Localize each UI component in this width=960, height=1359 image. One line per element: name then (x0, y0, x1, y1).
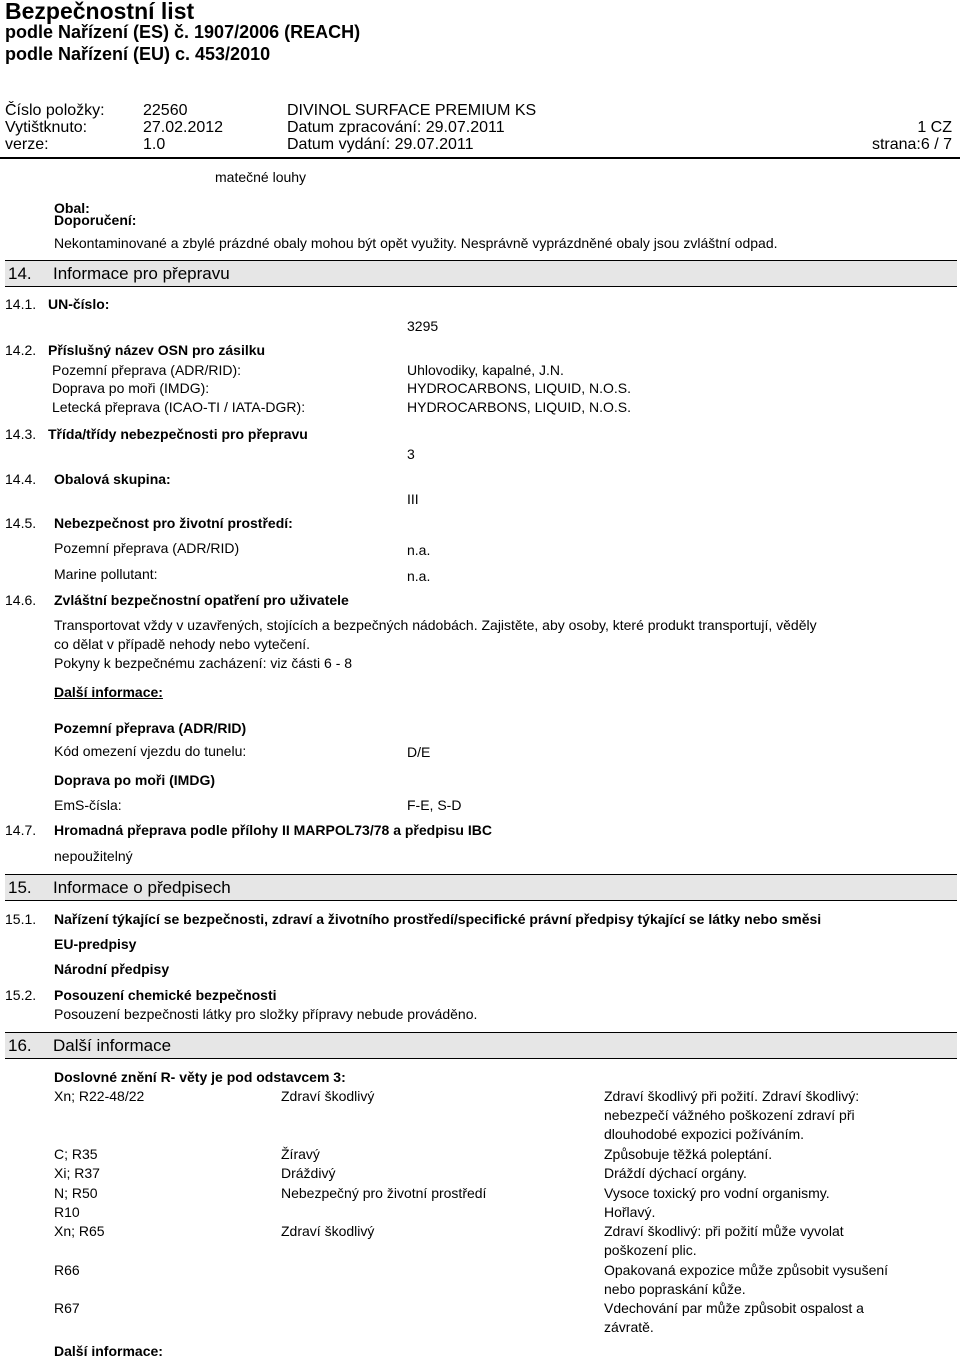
section-title: Informace o předpisech (53, 878, 231, 897)
r-phrase-text: Zdraví škodlivý při požití. Zdraví škodlivý: (604, 1088, 860, 1104)
r-phrase-text: nebezpečí vážného poškození zdraví při (604, 1107, 855, 1123)
hazard-class-value: 3 (407, 446, 415, 462)
subsection-number: 14.2. (5, 342, 37, 358)
country-code: 1 CZ (917, 119, 952, 136)
national-regulations-label: Národní předpisy (54, 961, 170, 977)
ems-label: EmS-čísla: (54, 797, 122, 813)
handling-reference: Pokyny k bezpečnému zacházení: viz části 6 - 8 (54, 655, 353, 671)
chemical-safety-text: Posouzení bezpečnosti látky pro složky přípravy nebude prováděno. (54, 1006, 478, 1022)
environmental-hazard-label: Nebezpečnost pro životní prostředí: (54, 515, 293, 531)
env-road-value: n.a. (407, 542, 431, 558)
subsection-number: 14.4. (5, 471, 37, 487)
subsection-number: 15.1. (5, 911, 37, 927)
subsection-number: 14.1. (5, 296, 37, 312)
eu-regulations-label: EU-predpisy (54, 936, 137, 952)
r-phrase-text: poškození plic. (604, 1242, 697, 1258)
tunnel-code-label: Kód omezení vjezdu do tunelu: (54, 743, 247, 759)
shipping-name-label: Příslušný název OSN pro zásilku (48, 342, 266, 358)
sea-transport-value: HYDROCARBONS, LIQUID, N.O.S. (407, 380, 632, 396)
r-phrase-hazard-name: Žíravý (281, 1146, 320, 1162)
section-number: 14. (8, 264, 32, 283)
printed-label: Vytištknuto: (5, 119, 88, 136)
r-phrase-code: Xn; R22-48/22 (54, 1088, 145, 1104)
r-phrase-hazard-name: Zdraví škodlivý (281, 1223, 375, 1239)
ems-value: F-E, S-D (407, 797, 462, 813)
issue-date: Datum vydání: 29.07.2011 (287, 136, 474, 153)
section-title: Informace pro přepravu (53, 264, 230, 283)
more-info-label: Další informace: (54, 1343, 163, 1359)
subsection-number: 14.7. (5, 822, 37, 838)
env-road-label: Pozemní přeprava (ADR/RID) (54, 540, 240, 556)
r-phrase-text: závratě. (604, 1319, 654, 1335)
r-phrase-code: R10 (54, 1204, 80, 1220)
subsection-number: 14.5. (5, 515, 37, 531)
r-phrase-text: Zdraví škodlivý: při požití může vyvolat (604, 1223, 844, 1239)
printed-value: 27.02.2012 (143, 119, 224, 136)
un-number-value: 3295 (407, 318, 439, 334)
sea-transport-label: Doprava po moři (IMDG): (52, 380, 210, 396)
document-title: Bezpečnostní list (5, 0, 195, 24)
chemical-safety-label: Posouzení chemické bezpečnosti (54, 987, 277, 1003)
air-transport-value: HYDROCARBONS, LIQUID, N.O.S. (407, 399, 632, 415)
subsection-number: 15.2. (5, 987, 37, 1003)
header-divider (0, 157, 960, 159)
r-phrase-text: nebo popraskání kůže. (604, 1281, 746, 1297)
road-transport-value: Uhlovodiky, kapalné, J.N. (407, 362, 564, 378)
version-label: verze: (5, 136, 49, 153)
r-phrase-code: R66 (54, 1262, 80, 1278)
r-phrase-code: Xi; R37 (54, 1165, 100, 1181)
section-title: Další informace (53, 1036, 172, 1055)
r-phrase-text: Hořlavý. (604, 1204, 656, 1220)
regulation-line-2: podle Nařízení (EU) c. 453/2010 (5, 44, 271, 64)
road-transport-label: Pozemní přeprava (ADR/RID): (52, 362, 242, 378)
r-phrase-code: N; R50 (54, 1185, 98, 1201)
air-transport-label: Letecká přeprava (ICAO-TI / IATA-DGR): (52, 399, 306, 415)
r-phrase-code: C; R35 (54, 1146, 98, 1162)
further-info-title: Další informace: (54, 684, 163, 700)
item-number-label: Číslo položky: (5, 102, 105, 119)
section-number: 16. (8, 1036, 32, 1055)
continued-text: matečné louhy (215, 169, 307, 185)
r-phrase-text: dlouhodobé expozici požíváním. (604, 1126, 805, 1142)
item-number-value: 22560 (143, 102, 188, 119)
special-precautions-text: co dělat v případě nehody nebo vytečení. (54, 636, 311, 652)
version-value: 1.0 (143, 136, 166, 153)
page-number: strana:6 / 7 (871, 136, 952, 153)
revision-date: Datum zpracování: 29.07.2011 (287, 119, 505, 136)
section-14-header (5, 260, 957, 287)
r-phrase-text: Způsobuje těžká poleptání. (604, 1146, 773, 1162)
tunnel-code-value: D/E (407, 744, 431, 760)
bulk-transport-label: Hromadná přeprava podle přílohy II MARPOL73/78 a předpisu IBC (54, 822, 492, 838)
special-precautions-text: Transportovat vždy v uzavřených, stojících a bezpečných nádobách. Zajistěte, aby osoby, které produkt transportují, věděly (54, 617, 817, 633)
subsection-number: 14.3. (5, 426, 37, 442)
r-phrases-title: Doslovné znění R- věty je pod odstavcem 3: (54, 1069, 346, 1085)
r-phrase-hazard-name: Dráždivý (281, 1165, 336, 1181)
packing-group-value: III (407, 491, 419, 507)
un-number-label: UN-číslo: (48, 296, 110, 312)
section-16-header (5, 1032, 957, 1059)
hazard-class-label: Třída/třídy nebezpečnosti pro přepravu (48, 426, 308, 442)
bulk-transport-value: nepoužitelný (54, 848, 133, 864)
special-precautions-label: Zvláštní bezpečnostní opatření pro uživatele (54, 592, 349, 608)
recommendation-label: Doporučení: (54, 212, 137, 228)
packaging-label: Obal: (54, 200, 90, 216)
r-phrase-text: Dráždí dýchací orgány. (604, 1165, 747, 1181)
regulation-line-1: podle Nařízení (ES) č. 1907/2006 (REACH) (5, 22, 361, 42)
marine-pollutant-value: n.a. (407, 568, 431, 584)
packaging-text: Nekontaminované a zbylé prázdné obaly mohou být opět využity. Nesprávně vyprázdněné obaly jsou zvláštní odpad. (54, 235, 778, 251)
road-transport-title: Pozemní přeprava (ADR/RID) (54, 720, 247, 736)
marine-pollutant-label: Marine pollutant: (54, 566, 158, 582)
sea-transport-title: Doprava po moři (IMDG) (54, 772, 216, 788)
product-name: DIVINOL SURFACE PREMIUM KS (287, 102, 537, 119)
section-number: 15. (8, 878, 32, 897)
r-phrase-hazard-name: Nebezpečný pro životní prostředí (281, 1185, 487, 1201)
r-phrase-text: Opakovaná expozice může způsobit vysušení (604, 1262, 889, 1278)
packing-group-label: Obalová skupina: (54, 471, 171, 487)
r-phrase-code: R67 (54, 1300, 80, 1316)
section-15-header (5, 874, 957, 901)
r-phrase-text: Vysoce toxický pro vodní organismy. (604, 1185, 830, 1201)
r-phrase-text: Vdechování par může způsobit ospalost a (604, 1300, 864, 1316)
subsection-number: 14.6. (5, 592, 37, 608)
regulations-label: Nařízení týkající se bezpečnosti, zdraví a životního prostředí/specifické právní předpisy týkající se látky nebo směsi (54, 911, 822, 927)
r-phrase-code: Xn; R65 (54, 1223, 105, 1239)
r-phrase-hazard-name: Zdraví škodlivý (281, 1088, 375, 1104)
